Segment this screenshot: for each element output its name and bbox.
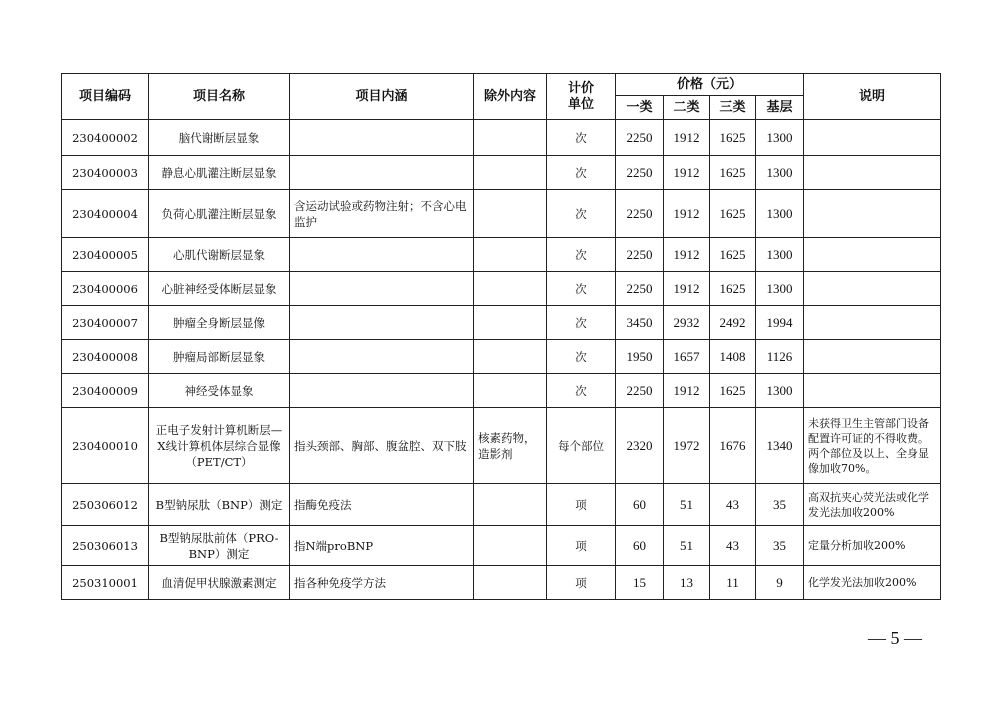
row-note <box>804 156 941 190</box>
row-note <box>804 306 941 340</box>
row-price-tier2: 1912 <box>664 120 710 156</box>
row-content <box>290 306 474 340</box>
row-price-tier1: 2250 <box>616 190 664 238</box>
table-row <box>62 340 941 374</box>
row-code: 250310001 <box>62 566 149 600</box>
row-name: 肿瘤全身断层显像 <box>149 306 290 340</box>
table-row <box>62 484 941 526</box>
row-price-tier2: 51 <box>664 484 710 526</box>
row-content <box>290 374 474 408</box>
row-price-tier3: 1625 <box>710 272 756 306</box>
row-content: 指酶免疫法 <box>290 484 474 526</box>
row-unit: 每个部位 <box>547 408 616 484</box>
row-code: 230400008 <box>62 340 149 374</box>
table-row <box>62 238 941 272</box>
row-exclusion <box>474 566 547 600</box>
table-row <box>62 120 941 156</box>
row-code: 230400002 <box>62 120 149 156</box>
row-unit: 项 <box>547 566 616 600</box>
header-base: 基层 <box>756 96 804 120</box>
row-price-tier3: 1625 <box>710 374 756 408</box>
table-row <box>62 526 941 566</box>
row-unit: 次 <box>547 156 616 190</box>
row-content: 指N端proBNP <box>290 526 474 566</box>
row-note <box>804 190 941 238</box>
table-row <box>62 306 941 340</box>
row-unit: 次 <box>547 238 616 272</box>
row-price-tier3: 1625 <box>710 238 756 272</box>
row-exclusion <box>474 272 547 306</box>
header-tier1: 一类 <box>616 96 664 120</box>
row-price-base: 35 <box>756 526 804 566</box>
row-code: 230400010 <box>62 408 149 484</box>
row-unit: 次 <box>547 374 616 408</box>
row-price-tier1: 60 <box>616 484 664 526</box>
row-price-base: 1300 <box>756 190 804 238</box>
header-tier3: 三类 <box>710 96 756 120</box>
price-table <box>61 73 941 600</box>
row-code: 230400007 <box>62 306 149 340</box>
row-exclusion <box>474 156 547 190</box>
row-unit: 次 <box>547 340 616 374</box>
row-name: 负荷心肌灌注断层显象 <box>149 190 290 238</box>
row-price-tier2: 1912 <box>664 156 710 190</box>
table-row <box>62 190 941 238</box>
row-note: 高双抗夹心荧光法或化学发光法加收200% <box>804 484 941 526</box>
row-name: 脑代谢断层显象 <box>149 120 290 156</box>
row-code: 230400003 <box>62 156 149 190</box>
row-price-base: 9 <box>756 566 804 600</box>
row-price-base: 1300 <box>756 156 804 190</box>
row-price-tier1: 2250 <box>616 120 664 156</box>
row-price-base: 1300 <box>756 374 804 408</box>
row-price-tier3: 11 <box>710 566 756 600</box>
table-row <box>62 566 941 600</box>
row-content: 含运动试验或药物注射；不含心电监护 <box>290 190 474 238</box>
header-code: 项目编码 <box>62 74 149 120</box>
row-exclusion <box>474 120 547 156</box>
header-note: 说明 <box>804 74 941 120</box>
row-name: B型钠尿肽前体（PRO-BNP）测定 <box>149 526 290 566</box>
row-exclusion <box>474 484 547 526</box>
row-price-base: 1340 <box>756 408 804 484</box>
row-price-tier3: 43 <box>710 526 756 566</box>
row-note <box>804 120 941 156</box>
row-price-tier2: 1657 <box>664 340 710 374</box>
row-unit: 次 <box>547 272 616 306</box>
row-unit: 次 <box>547 190 616 238</box>
row-exclusion <box>474 374 547 408</box>
row-code: 230400009 <box>62 374 149 408</box>
row-note <box>804 340 941 374</box>
row-price-tier3: 2492 <box>710 306 756 340</box>
row-price-tier1: 1950 <box>616 340 664 374</box>
row-content <box>290 120 474 156</box>
row-exclusion <box>474 306 547 340</box>
row-code: 230400004 <box>62 190 149 238</box>
header-tier2: 二类 <box>664 96 710 120</box>
row-price-tier3: 1625 <box>710 120 756 156</box>
row-price-tier2: 1912 <box>664 272 710 306</box>
row-price-tier2: 2932 <box>664 306 710 340</box>
row-content: 指头颈部、胸部、腹盆腔、双下肢 <box>290 408 474 484</box>
row-content <box>290 272 474 306</box>
row-exclusion <box>474 340 547 374</box>
row-code: 250306013 <box>62 526 149 566</box>
row-exclusion: 核素药物，造影剂 <box>474 408 547 484</box>
row-price-tier2: 1912 <box>664 238 710 272</box>
row-note: 化学发光法加收200% <box>804 566 941 600</box>
row-price-tier3: 1408 <box>710 340 756 374</box>
header-exclusion: 除外内容 <box>474 74 547 120</box>
row-exclusion <box>474 526 547 566</box>
row-price-tier3: 1625 <box>710 156 756 190</box>
row-unit: 项 <box>547 526 616 566</box>
row-price-tier3: 43 <box>710 484 756 526</box>
row-content <box>290 238 474 272</box>
row-price-tier2: 1972 <box>664 408 710 484</box>
row-content <box>290 340 474 374</box>
row-price-tier2: 51 <box>664 526 710 566</box>
row-content: 指各种免疫学方法 <box>290 566 474 600</box>
table-row <box>62 408 941 484</box>
row-price-base: 1126 <box>756 340 804 374</box>
row-price-tier1: 2250 <box>616 156 664 190</box>
row-note: 定量分析加收200% <box>804 526 941 566</box>
row-name: 心脏神经受体断层显象 <box>149 272 290 306</box>
row-name: 肿瘤局部断层显象 <box>149 340 290 374</box>
header-name: 项目名称 <box>149 74 290 120</box>
row-name: 神经受体显象 <box>149 374 290 408</box>
row-price-tier1: 2250 <box>616 374 664 408</box>
table-row <box>62 156 941 190</box>
row-exclusion <box>474 238 547 272</box>
row-price-tier1: 60 <box>616 526 664 566</box>
row-price-tier2: 1912 <box>664 374 710 408</box>
row-note <box>804 272 941 306</box>
row-content <box>290 156 474 190</box>
header-content: 项目内涵 <box>290 74 474 120</box>
row-price-base: 1994 <box>756 306 804 340</box>
row-price-tier3: 1676 <box>710 408 756 484</box>
row-price-base: 35 <box>756 484 804 526</box>
row-price-tier1: 15 <box>616 566 664 600</box>
row-price-tier1: 2320 <box>616 408 664 484</box>
row-code: 250306012 <box>62 484 149 526</box>
row-price-tier3: 1625 <box>710 190 756 238</box>
row-name: B型钠尿肽（BNP）测定 <box>149 484 290 526</box>
row-code: 230400006 <box>62 272 149 306</box>
header-unit: 计价单位 <box>547 74 616 120</box>
row-note <box>804 374 941 408</box>
row-code: 230400005 <box>62 238 149 272</box>
row-price-tier1: 2250 <box>616 238 664 272</box>
row-name: 血清促甲状腺激素测定 <box>149 566 290 600</box>
page-number: — 5 — <box>868 628 922 648</box>
row-name: 正电子发射计算机断层—X线计算机体层综合显像（PET/CT） <box>149 408 290 484</box>
table-row <box>62 374 941 408</box>
row-price-base: 1300 <box>756 120 804 156</box>
row-price-base: 1300 <box>756 238 804 272</box>
row-exclusion <box>474 190 547 238</box>
row-price-base: 1300 <box>756 272 804 306</box>
row-note <box>804 238 941 272</box>
row-name: 静息心肌灌注断层显象 <box>149 156 290 190</box>
row-unit: 项 <box>547 484 616 526</box>
row-price-tier1: 2250 <box>616 272 664 306</box>
row-price-tier1: 3450 <box>616 306 664 340</box>
header-price-group: 价格（元） <box>616 74 804 96</box>
row-unit: 次 <box>547 120 616 156</box>
row-unit: 次 <box>547 306 616 340</box>
row-price-tier2: 1912 <box>664 190 710 238</box>
row-name: 心肌代谢断层显象 <box>149 238 290 272</box>
table-row <box>62 272 941 306</box>
row-note: 未获得卫生主管部门设备配置许可证的不得收费。两个部位及以上、全身显像加收70%。 <box>804 408 941 484</box>
row-price-tier2: 13 <box>664 566 710 600</box>
